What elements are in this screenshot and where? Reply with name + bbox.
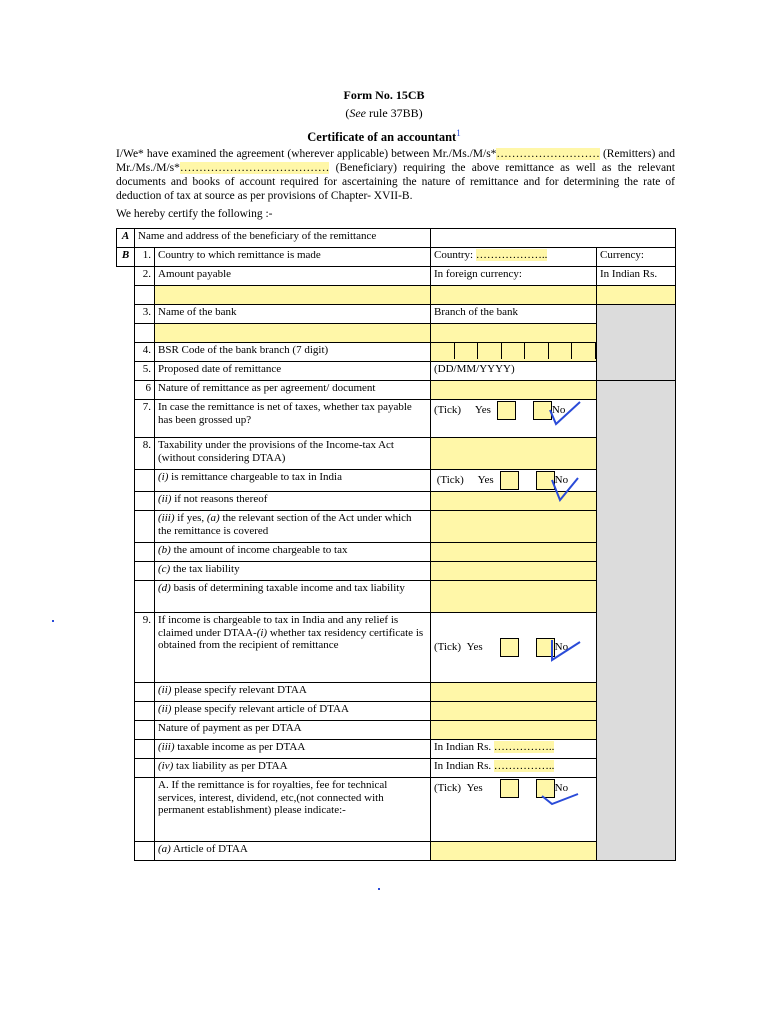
row-9iv <box>117 759 676 778</box>
certificate-title-text: Certificate of an accountant <box>307 130 457 145</box>
row-label: Name of the bank <box>155 305 431 324</box>
row-label: BSR Code of the bank branch (7 digit) <box>155 343 431 362</box>
yes-checkbox[interactable] <box>500 779 519 798</box>
country-field[interactable] <box>431 248 597 267</box>
row-6 <box>117 381 676 400</box>
yes-checkbox[interactable] <box>500 638 519 657</box>
yes-checkbox[interactable] <box>497 401 516 420</box>
row-label: Nature of payment as per DTAA <box>155 721 431 740</box>
row-8iii <box>117 511 676 543</box>
row-2 <box>117 267 676 286</box>
row-label: Amount payable <box>155 267 431 286</box>
row-8c <box>117 562 676 581</box>
form-number: Form No. 15CB <box>343 88 425 102</box>
row-number: 1. <box>135 248 155 267</box>
row-label: Name and address of the beneficiary of the remittance <box>135 229 431 248</box>
certify-heading: We hereby certify the following :- <box>116 208 273 220</box>
row-8b <box>117 543 676 562</box>
row-9ii <box>117 683 676 702</box>
row-2-inputs <box>117 286 676 305</box>
date-field[interactable]: (DD/MM/YYYY) <box>431 362 597 381</box>
beneficiary-name-field[interactable]: ………………………………… <box>179 162 330 174</box>
row-9-nature <box>117 721 676 740</box>
row-label: (a) Article of DTAA <box>155 842 431 861</box>
amount-payable-field[interactable] <box>155 286 431 305</box>
row-label: (ii) please specify relevant DTAA <box>155 683 431 702</box>
row-label: In case the remittance is net of taxes, whether tax payable has been grossed up? <box>155 400 431 438</box>
rule-reference <box>0 106 768 121</box>
row-8d <box>117 581 676 613</box>
remitter-name-field[interactable]: ……………………… <box>496 148 600 160</box>
section-field[interactable] <box>431 511 597 543</box>
row-9 <box>117 613 676 683</box>
row-number: 4. <box>135 343 155 362</box>
row-3 <box>117 305 676 324</box>
row-7 <box>117 400 676 438</box>
row-5 <box>117 362 676 381</box>
row-label: A. If the remittance is for royalties, fee for technical services, interest, dividend, etc,(not connected with permanent establishment) please indicate:- <box>155 778 431 842</box>
row-label: Proposed date of remittance <box>155 362 431 381</box>
paren: ( <box>345 106 350 120</box>
row-9ii-article <box>117 702 676 721</box>
country-fill: ……………….. <box>475 249 548 261</box>
taxable-income-field[interactable]: In Indian Rs. …………….. <box>431 740 597 759</box>
row-9A-a <box>117 842 676 861</box>
bsr-code-field[interactable] <box>431 343 597 362</box>
checkmark-icon <box>548 474 588 504</box>
row-number: 9. <box>135 613 155 683</box>
row-label: (iii) taxable income as per DTAA <box>155 740 431 759</box>
article-field[interactable] <box>431 702 597 721</box>
intro-line2-end: (Beneficiary) requiring the above remittance as well as the relevant documents and books of account required for ascertaining the nature of remittance and for determining the rate of deduction of tax at source as per provisions of Chapter- XVII-B. <box>116 162 675 202</box>
row-b1 <box>117 248 676 267</box>
royalty-choice: (Tick) Yes No <box>431 778 597 842</box>
intro-paragraph <box>116 147 675 203</box>
rule-text: rule 37BB) <box>365 106 423 120</box>
row-label: (ii) please specify relevant article of DTAA <box>155 702 431 721</box>
row-number: 8. <box>135 438 155 470</box>
row-key: A <box>117 229 135 248</box>
trc-choice: (Tick) Yes No <box>431 613 597 683</box>
row-9iii <box>117 740 676 759</box>
row-key: B <box>117 248 135 267</box>
income-field[interactable] <box>431 543 597 562</box>
row-number: 7. <box>135 400 155 438</box>
row-8i <box>117 470 676 492</box>
foreign-currency-label: In foreign currency: <box>431 267 597 286</box>
beneficiary-field[interactable] <box>431 229 676 248</box>
row-number: 6 <box>135 381 155 400</box>
checkmark-icon <box>546 636 586 666</box>
row-number: 3. <box>135 305 155 324</box>
nature-field[interactable] <box>431 381 597 400</box>
indian-amount-field[interactable] <box>597 286 676 305</box>
checkmark-icon <box>538 790 586 812</box>
grossed-up-choice: (Tick) Yes No <box>431 400 597 438</box>
article-dtaa-field[interactable] <box>431 842 597 861</box>
footnote-link[interactable]: 1 <box>456 128 461 138</box>
see-word: See <box>349 106 366 120</box>
foreign-amount-field[interactable] <box>431 286 597 305</box>
row-label: (b) the amount of income chargeable to tax <box>155 543 431 562</box>
remittance-table <box>116 228 676 861</box>
row-label: If income is chargeable to tax in India and any relief is claimed under DTAA-(i) whether tax residency certificate is obtained from the recipient of remittance <box>155 613 431 683</box>
chargeable-choice: (Tick) Yes No <box>431 470 597 492</box>
row-label: Country to which remittance is made <box>155 248 431 267</box>
indian-rs-label: In Indian Rs. <box>597 267 676 286</box>
row-a <box>117 229 676 248</box>
currency-field[interactable]: Currency: <box>597 248 676 267</box>
row-label: (iv) tax liability as per DTAA <box>155 759 431 778</box>
branch-field[interactable] <box>431 324 597 343</box>
branch-label: Branch of the bank <box>431 305 597 324</box>
row-label: (iii) if yes, (a) the relevant section of the Act under which the remittance is covered <box>155 511 431 543</box>
intro-line2: (Remitters) and Mr./Ms./M/s* <box>116 148 675 174</box>
row-label: (i) is remittance chargeable to tax in India <box>155 470 431 492</box>
row-label: (ii) if not reasons thereof <box>155 492 431 511</box>
row-3-inputs <box>117 324 676 343</box>
row-4 <box>117 343 676 362</box>
country-label: Country: <box>434 249 476 261</box>
basis-field[interactable] <box>431 581 597 613</box>
row-label: (c) the tax liability <box>155 562 431 581</box>
yes-checkbox[interactable] <box>500 471 519 490</box>
row-label: Taxability under the provisions of the Income-tax Act (without considering DTAA) <box>155 438 431 470</box>
row-label: (d) basis of determining taxable income and tax liability <box>155 581 431 613</box>
payment-nature-field[interactable] <box>431 721 597 740</box>
dtaa-field[interactable] <box>431 683 597 702</box>
row-8 <box>117 438 676 470</box>
row-label: Nature of remittance as per agreement/ document <box>155 381 431 400</box>
certificate-title <box>0 128 768 145</box>
row-8ii <box>117 492 676 511</box>
row-number: 2. <box>135 267 155 286</box>
checkmark-icon <box>546 400 586 428</box>
intro-line1: I/We* have examined the agreement (wherever applicable) between Mr./Ms./M/s* <box>116 148 497 160</box>
ink-dot <box>378 888 380 890</box>
ink-dot <box>52 620 54 622</box>
row-9A <box>117 778 676 842</box>
row-number: 5. <box>135 362 155 381</box>
bank-name-field[interactable] <box>155 324 431 343</box>
tax-liability-field[interactable] <box>431 562 597 581</box>
dtaa-tax-field[interactable]: In Indian Rs. …………….. <box>431 759 597 778</box>
